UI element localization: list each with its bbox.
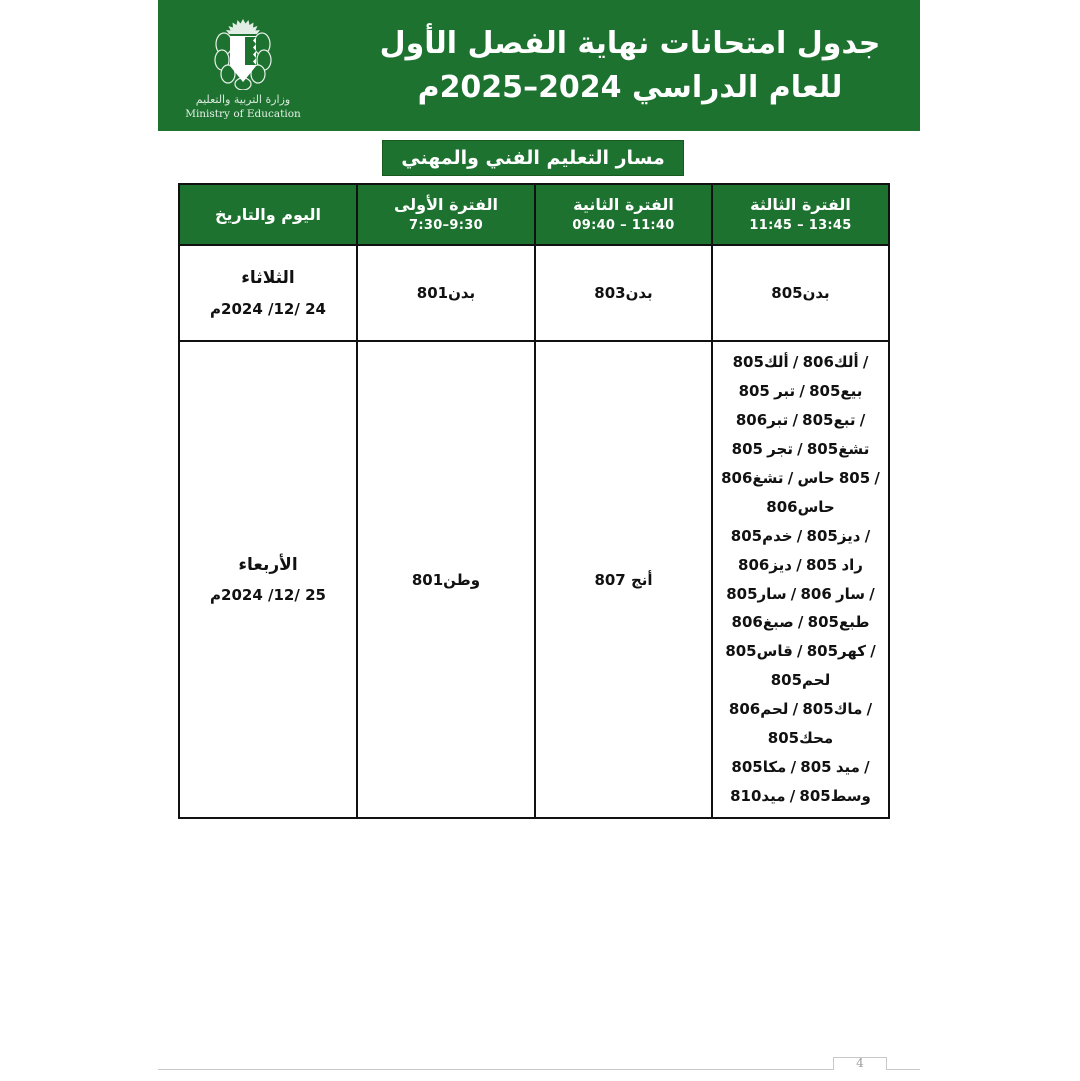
subject-list-line: محك805 (767, 729, 834, 748)
column-header-period-2 (535, 184, 712, 245)
page-title-line-2: للعام الدراسي 2024–2025م (417, 69, 843, 105)
subject-list-line: / تبع805 / تبر806 (735, 410, 866, 429)
cell-period-3-subject-list (712, 341, 889, 818)
cell-date-day: الثلاثاء (241, 268, 295, 289)
subject-list-line: لحم805 (770, 671, 831, 690)
column-header-date-title: اليوم والتاريخ (214, 204, 322, 224)
subject-list-line: / ميد 805 / مكا805 (731, 758, 870, 777)
subject-list-line: / ماك805 / لحم806 (728, 700, 873, 719)
subject-list-line: / كهر805 / قاس805 (725, 642, 876, 661)
cell-date-value: 25 /12/ 2024م (210, 586, 326, 605)
bahrain-crest-icon (212, 16, 274, 90)
column-header-period-1-time: 9:30–7:30 (409, 218, 483, 234)
column-header-period-3 (712, 184, 889, 245)
subject-list-line: تشغ805 / تجر 805 (731, 439, 870, 458)
footer-rule-right (886, 1069, 920, 1070)
cell-date-value: 24 /12/ 2024م (210, 299, 326, 318)
column-header-period-3-title: الفترة الثالثة (750, 195, 851, 215)
subject-list-line: / سار 806 / سار805 (726, 584, 875, 603)
subject-list-line: / 805 حاس / تشغ806 (721, 468, 880, 487)
column-header-date (179, 184, 357, 245)
track-banner (382, 140, 684, 176)
footer-rule-left (158, 1069, 834, 1070)
footer-page-number: 4 (856, 1056, 864, 1070)
page-footer (0, 1057, 1080, 1081)
ministry-logo (158, 2, 328, 130)
cell-period-1: وطن801 (357, 341, 535, 818)
column-header-period-1 (357, 184, 535, 245)
subject-list-line: بيع805 / تبر 805 (738, 381, 863, 400)
cell-date-day: الأربعاء (238, 554, 298, 575)
header-titles (328, 22, 920, 109)
subject-list-line: / ديز805 / خدم805 (730, 526, 871, 545)
column-header-period-2-time: 11:40 – 09:40 (572, 218, 675, 234)
subject-list-line: راد 805 / ديز806 (738, 555, 863, 574)
table-row (179, 341, 889, 818)
page-title-line-1: جدول امتحانات نهاية الفصل الأول (379, 26, 881, 61)
table-header-row (179, 184, 889, 245)
track-banner-label: مسار التعليم الفني والمهني (401, 147, 665, 169)
ministry-logo-arabic: وزارة التربية والتعليم (195, 92, 291, 106)
column-header-period-1-title: الفترة الأولى (393, 195, 499, 215)
cell-period-1: بدن801 (357, 245, 535, 341)
table-row (179, 245, 889, 341)
cell-period-2: أنج 807 (535, 341, 712, 818)
subject-list-line: حاس806 (766, 497, 835, 516)
column-header-period-2-title: الفترة الثانية (573, 195, 674, 215)
cell-period-2: بدن803 (535, 245, 712, 341)
cell-period-3: بدن805 (712, 245, 889, 341)
column-header-period-3-time: 13:45 – 11:45 (749, 218, 852, 234)
exam-schedule-table (178, 183, 890, 819)
cell-date (179, 341, 357, 818)
subject-list-line: طبع805 / صبغ806 (731, 613, 870, 632)
ministry-logo-english: Ministry of Education (185, 107, 301, 120)
subject-list-line: وسط805 / ميد810 (730, 787, 871, 806)
header-banner (158, 0, 920, 131)
subject-list-line: / ألك806 / ألك805 (732, 353, 869, 371)
cell-date (179, 245, 357, 341)
